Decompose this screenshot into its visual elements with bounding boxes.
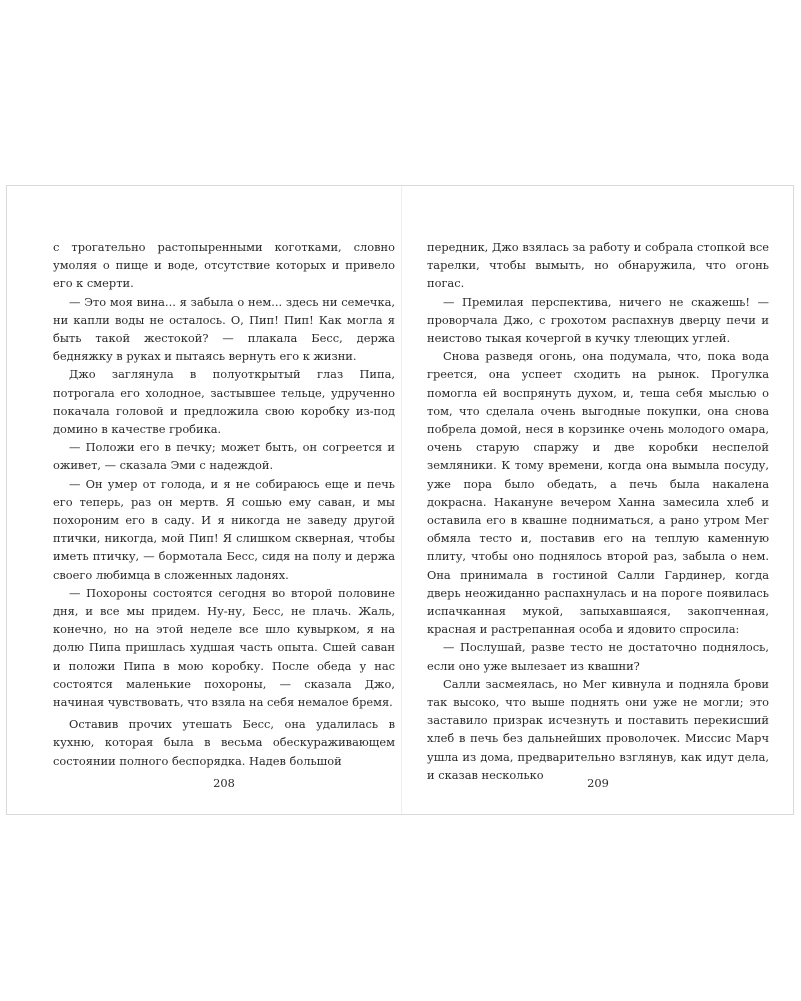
paragraph: Салли засмеялась, но Мег кивнула и подняла брови так высоко, что выше поднять они уже не могли; это заставило призрак исчезнуть и поставить перекисший хлеб в печь без дальнейших проволочек. Миссис Марч ушла из дома, предварительно взглянув, как идут дела, и сказав несколько	[427, 676, 769, 782]
gutter	[401, 186, 402, 814]
paragraph: — Послушай, разве тесто не достаточно поднялось, если оно уже вылезает из квашни?	[427, 640, 769, 673]
paragraph: Оставив прочих утешать Бесс, она удалилась в кухню, которая была в весьма обескураживающем состоянии полного беспорядка. Надев большой	[53, 717, 395, 768]
paragraph: Снова разведя огонь, она подумала, что, пока вода греется, она успеет сходить на рынок. Прогулка помогла ей воспрянуть духом, и, теша себя мыслью о том, что сделала очень выгодные покупки, она снова побрела домой, неся в корзинке очень молодого омара, очень старую спаржу и две коробки неспелой земляники. К тому времени, когда она вымыла посуду, уже пора было обедать, а печь была накалена докрасна. Накануне вечером Ханна замесила хлеб и оставила его в квашне подниматься, а рано утром Мег обмяла тесто и, поставив его на теплую каменную плиту, чтобы оно поднялось второй раз, забыла о нем. Она принимала в гостиной Салли Гардинер, когда дверь неожиданно распахнулась и на пороге появилась испачканная мукой, запыхавшаяся, закопченная, красная и растрепанная особа и ядовито спросила:	[427, 349, 769, 637]
left-page	[53, 238, 395, 770]
paragraph: — Это моя вина... я забыла о нем... здесь ни семечка, ни капли воды не осталось. О, Пип! Пип! Как могла я быть такой жестокой? — плакала Бесс, держа бедняжку в руках и пытаясь вернуть его к жизни.	[53, 294, 395, 364]
page-number-left: 208	[213, 776, 235, 790]
paragraph: — Премилая перспектива, ничего не скажешь! — проворчала Джо, с грохотом распахнув дверцу печи и неистово тыкая кочергой в кучку тлеющих углей.	[427, 294, 769, 346]
paragraph: с трогательно растопыренными коготками, словно умоляя о пище и воде, отсутствие которых и привело его к смерти.	[53, 240, 395, 291]
page-number-right: 209	[587, 776, 609, 790]
paragraph: — Положи его в печку; может быть, он согреется и оживет, — сказала Эми с надеждой.	[53, 440, 395, 473]
paragraph: — Похороны состоятся сегодня во второй половине дня, и все мы придем. Ну-ну, Бесс, не плачь. Жаль, конечно, но на этой неделе все шло кувырком, я на долю Пипа пришлась худшая часть опыта. Сшей саван и положи Пипа в мою коробку. После обеда у нас состоятся маленькие похороны, — сказала Джо, начиная чувствовать, что взяла на себя немалое бремя.	[53, 585, 395, 710]
book-spread	[6, 185, 794, 815]
paragraph: Джо заглянула в полуоткрытый глаз Пипа, потрогала его холодное, застывшее тельце, удрученно покачала головой и предложила свою коробку из-под домино в качестве гробика.	[53, 367, 395, 437]
right-page	[427, 238, 769, 784]
paragraph: передник, Джо взялась за работу и собрала стопкой все тарелки, чтобы вымыть, но обнаружила, что огонь погас.	[427, 240, 769, 291]
paragraph: — Он умер от голода, и я не собираюсь еще и печь его теперь, раз он мертв. Я сошью ему саван, и мы похороним его в саду. И я никогда не заведу другой птички, никогда, мой Пип! Я слишком скверная, чтобы иметь птичку, — бормотала Бесс, сидя на полу и держа своего любимца в сложенных ладонях.	[53, 476, 395, 582]
